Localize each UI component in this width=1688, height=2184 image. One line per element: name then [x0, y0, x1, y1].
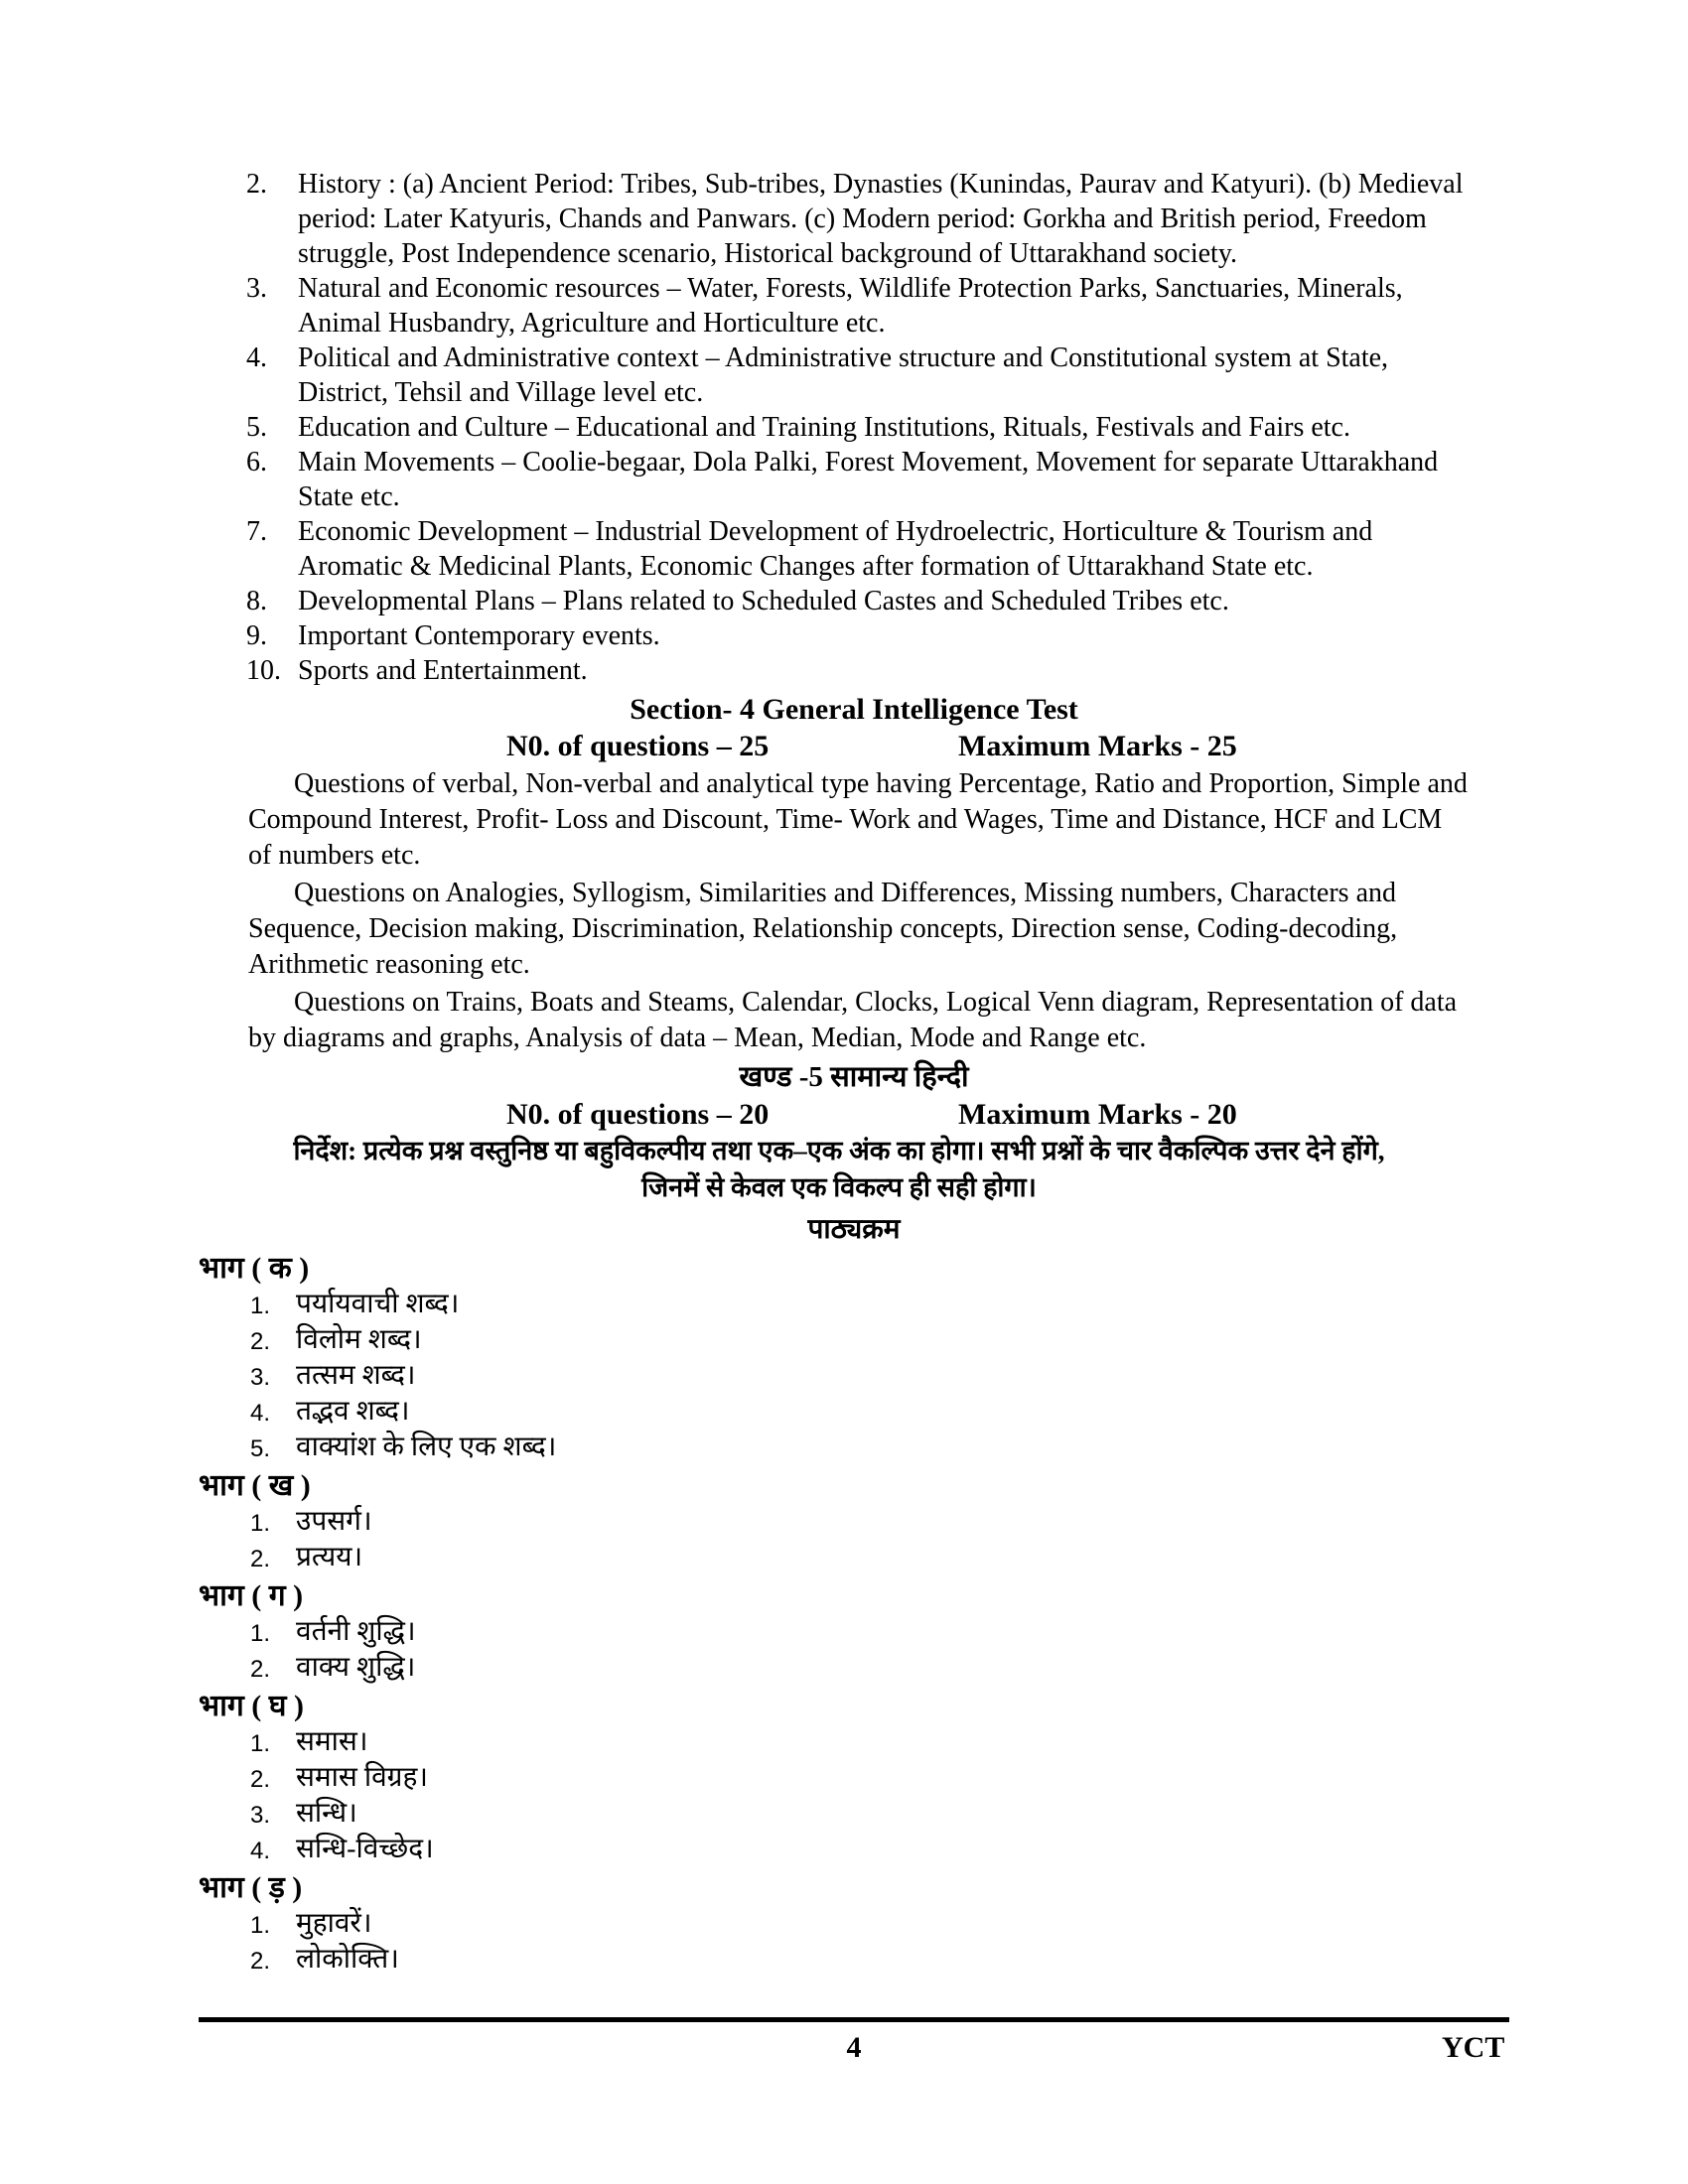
- maximum-marks-label: Maximum Marks - 20: [958, 1098, 1237, 1131]
- list-item-text: विलोम शब्द।: [296, 1324, 422, 1355]
- list-item-number: 5.: [246, 412, 267, 443]
- list-item-number: 8.: [246, 586, 267, 616]
- hindi-list-item: [250, 1430, 1688, 1465]
- list-item-number: 2.: [246, 169, 267, 200]
- list-item-text: समास।: [296, 1726, 368, 1757]
- syllabus-content: [0, 167, 1688, 1978]
- section4-paragraph: Questions on Analogies, Syllogism, Similarities and Differences, Missing numbers, Characters and Sequence, Decision making, Discrimination, Relationship concepts, Direction sense, Coding-decoding, Arithmetic reasoning etc.: [248, 878, 1398, 980]
- list-item-number: 4.: [250, 1838, 271, 1864]
- questions-count-label: N0. of questions – 20: [506, 1098, 770, 1131]
- list-item-number: 2.: [250, 1766, 271, 1793]
- hindi-instructions-line2: जिनमें से केवल एक विकल्प ही सही होगा।: [641, 1172, 1037, 1202]
- list-item-number: 10.: [246, 655, 281, 686]
- questions-count-label: N0. of questions – 25: [506, 730, 770, 762]
- list-item-text: Main Movements – Coolie-begaar, Dola Palki, Forest Movement, Movement for separate Uttarakhand State etc.: [298, 447, 1439, 512]
- list-item-text: सन्धि।: [296, 1798, 357, 1829]
- list-item-number: 2.: [250, 1546, 271, 1572]
- hindi-list-item: [250, 1540, 1688, 1575]
- hindi-list-item: [250, 1614, 1688, 1650]
- list-item-number: 3.: [250, 1802, 271, 1829]
- section4-title: Section- 4 General Intelligence Test: [630, 693, 1078, 726]
- gk-list-item: [246, 271, 1470, 341]
- list-item-number: 1.: [250, 1620, 271, 1647]
- hindi-list-item: [250, 1832, 1688, 1867]
- list-item-text: लोकोक्ति।: [296, 1944, 399, 1975]
- hindi-list-item: [250, 1724, 1688, 1760]
- gk-list-item: [246, 584, 1470, 618]
- hindi-list-item: [250, 1906, 1688, 1942]
- footer-rule: [199, 2017, 1509, 2022]
- hindi-list-item: [250, 1796, 1688, 1832]
- gk-list-item: [246, 341, 1470, 410]
- list-item-text: वर्तनी शुद्धि।: [296, 1616, 416, 1647]
- section4-marks-row: [0, 728, 1688, 764]
- hindi-part-heading: भाग ( घ ): [199, 1690, 304, 1722]
- publisher-mark: YCT: [1442, 2031, 1505, 2064]
- list-item-number: 1.: [250, 1730, 271, 1757]
- hindi-section-title: खण्ड -5 सामान्य हिन्दी: [739, 1061, 969, 1093]
- list-item-text: सन्धि-विच्छेद।: [296, 1834, 434, 1864]
- maximum-marks-label: Maximum Marks - 25: [958, 730, 1237, 762]
- gk-list-item: [246, 410, 1470, 445]
- hindi-part-heading: भाग ( क ): [199, 1252, 310, 1285]
- list-item-number: 3.: [250, 1364, 271, 1391]
- hindi-part-heading: भाग ( ग ): [199, 1579, 304, 1612]
- list-item-text: वाक्य शुद्धि।: [296, 1652, 416, 1683]
- list-item-number: 2.: [250, 1656, 271, 1683]
- gk-list-item: [246, 653, 1470, 688]
- list-item-number: 4.: [246, 342, 267, 373]
- gk-list-item: [246, 445, 1470, 514]
- list-item-text: Natural and Economic resources – Water, Forests, Wildlife Protection Parks, Sanctuaries, Minerals, Animal Husbandry, Agriculture and Horticulture etc.: [298, 273, 1403, 339]
- list-item-number: 5.: [250, 1435, 271, 1462]
- list-item-number: 1.: [250, 1912, 271, 1939]
- hindi-list-item: [250, 1650, 1688, 1686]
- hindi-list-item: [250, 1358, 1688, 1394]
- list-item-number: 1.: [250, 1510, 271, 1537]
- list-item-text: Developmental Plans – Plans related to Scheduled Castes and Scheduled Tribes etc.: [298, 586, 1229, 616]
- list-item-number: 9.: [246, 620, 267, 651]
- hindi-part-heading: भाग ( ख ): [199, 1469, 311, 1502]
- section4-paragraph: Questions of verbal, Non-verbal and analytical type having Percentage, Ratio and Proportion, Simple and Compound Interest, Profit- Loss and Discount, Time- Work and Wages, Time and Distance, HCF and LCM of numbers etc.: [248, 768, 1468, 871]
- list-item-text: प्रत्यय।: [296, 1542, 363, 1572]
- hindi-list-item: [250, 1287, 1688, 1322]
- list-item-number: 1.: [250, 1293, 271, 1319]
- list-item-number: 4.: [250, 1400, 271, 1427]
- list-item-text: वाक्यांश के लिए एक शब्द।: [296, 1432, 557, 1462]
- list-item-text: तत्सम शब्द।: [296, 1360, 416, 1391]
- list-item-text: Economic Development – Industrial Development of Hydroelectric, Horticulture & Tourism and Aromatic & Medicinal Plants, Economic Changes after formation of Uttarakhand State etc.: [298, 516, 1373, 582]
- list-item-number: 3.: [246, 273, 267, 304]
- hindi-list-item: [250, 1394, 1688, 1430]
- hindi-instructions-line1: निर्देश: प्रत्येक प्रश्न वस्तुनिष्ठ या बहुविकल्पीय तथा एक–एक अंक का होगा। सभी प्रश्नों के चार वैकल्पिक उत्तर देने होंगे,: [293, 1136, 1385, 1165]
- syllabus-heading: पाठ्यक्रम: [807, 1214, 901, 1245]
- hindi-list-item: [250, 1942, 1688, 1978]
- list-item-text: पर्यायवाची शब्द।: [296, 1289, 460, 1319]
- list-item-number: 6.: [246, 447, 267, 478]
- page-number: 4: [846, 2031, 862, 2064]
- list-item-number: 7.: [246, 516, 267, 547]
- list-item-text: History : (a) Ancient Period: Tribes, Sub-tribes, Dynasties (Kunindas, Paurav and Katyuri). (b) Medieval period: Later Katyuris, Chands and Panwars. (c) Modern period: Gorkha and British period, Freedom struggle, Post Independence scenario, Historical background of Uttarakhand society.: [298, 169, 1464, 269]
- gk-list-item: [246, 167, 1470, 271]
- list-item-text: समास विग्रह।: [296, 1762, 428, 1793]
- hindi-list-item: [250, 1504, 1688, 1540]
- list-item-text: तद्भव शब्द।: [296, 1396, 410, 1427]
- list-item-text: Education and Culture – Educational and Training Institutions, Rituals, Festivals and Fairs etc.: [298, 412, 1350, 443]
- list-item-text: उपसर्ग।: [296, 1506, 372, 1537]
- gk-list-item: [246, 514, 1470, 584]
- list-item-text: Political and Administrative context – Administrative structure and Constitutional system at State, District, Tehsil and Village level etc.: [298, 342, 1389, 408]
- hindi-list-item: [250, 1760, 1688, 1796]
- section4-paragraph: Questions on Trains, Boats and Steams, Calendar, Clocks, Logical Venn diagram, Representation of data by diagrams and graphs, Analysis of data – Mean, Median, Mode and Range etc.: [248, 987, 1458, 1053]
- hindi-marks-row: [0, 1096, 1688, 1133]
- hindi-list-item: [250, 1322, 1688, 1358]
- list-item-text: मुहावरें।: [296, 1908, 372, 1939]
- gk-list-item: [246, 618, 1470, 653]
- list-item-number: 2.: [250, 1948, 271, 1975]
- list-item-text: Important Contemporary events.: [298, 620, 660, 651]
- hindi-part-heading: भाग ( ड़ ): [199, 1871, 303, 1904]
- list-item-number: 2.: [250, 1328, 271, 1355]
- list-item-text: Sports and Entertainment.: [298, 655, 588, 686]
